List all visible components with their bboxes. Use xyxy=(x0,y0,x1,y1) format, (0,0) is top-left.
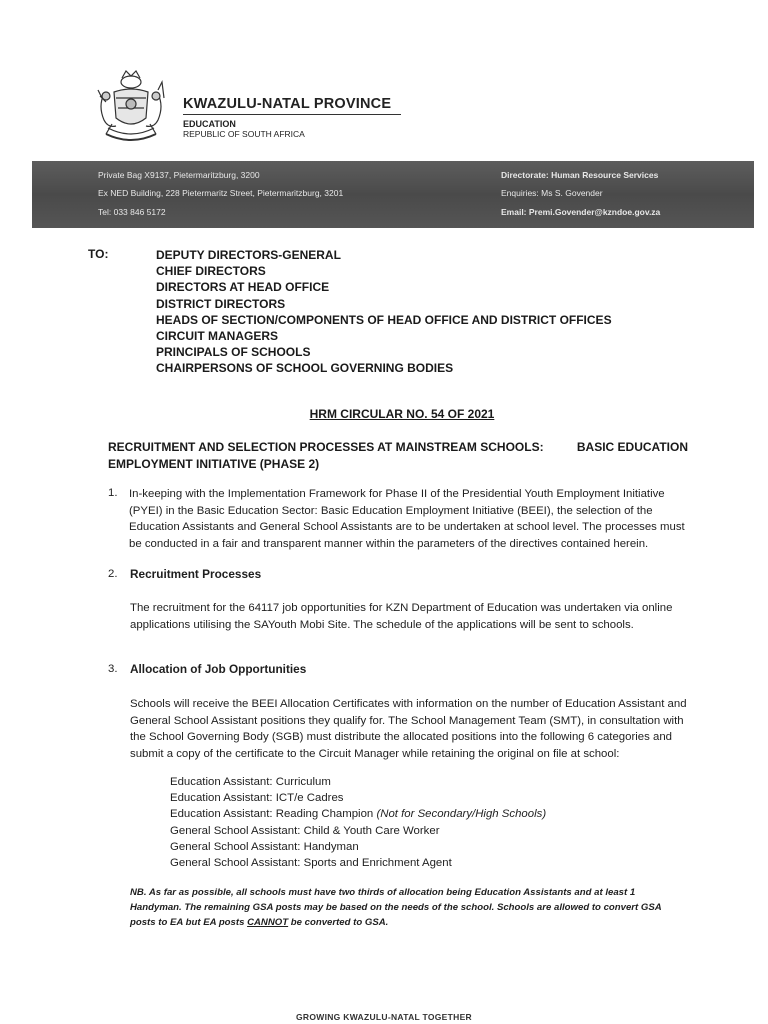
title-underline xyxy=(183,114,401,115)
recipient: CHIEF DIRECTORS xyxy=(156,264,266,279)
body-line: the School Governing Body (SGB) must distribute the allocated positions into the following 6 categories and xyxy=(130,731,672,744)
body-line: be conducted in a fair and transparent manner within the parameters of the directives contained herein. xyxy=(129,537,649,550)
category-note: (Not for Secondary/High Schools) xyxy=(376,808,547,821)
country-name: REPUBLIC OF SOUTH AFRICA xyxy=(183,129,305,139)
street-address: Ex NED Building, 228 Pietermaritz Street, Pietermaritzburg, 3201 xyxy=(98,188,344,198)
recipient: DEPUTY DIRECTORS-GENERAL xyxy=(156,248,341,262)
nb-line: NB. As far as possible, all schools must have two thirds of allocation being Education Assistants and at least 1 xyxy=(130,887,636,898)
subject-line-1: RECRUITMENT AND SELECTION PROCESSES AT MAINSTREAM SCHOOLS: xyxy=(108,440,544,454)
body-line: The recruitment for the 64117 job opportunities for KZN Department of Education was undertaken via online xyxy=(130,602,673,614)
subject-line-2: EMPLOYMENT INITIATIVE (PHASE 2) xyxy=(108,456,320,471)
recipient: CHAIRPERSONS OF SCHOOL GOVERNING BODIES xyxy=(156,361,454,376)
body-line: General School Assistant positions they qualify for. The School Management Team (SMT), in consultation with xyxy=(130,714,684,727)
nb-line: Handyman. The remaining GSA posts may be based on the needs of the school. Schools are allowed to convert GSA xyxy=(130,901,662,913)
contact-banner xyxy=(32,161,754,228)
circular-number: HRM CIRCULAR NO. 54 OF 2021 xyxy=(309,407,495,421)
section-2-title: Recruitment Processes xyxy=(130,567,262,581)
category-list xyxy=(170,774,546,871)
province-title: KWAZULU-NATAL PROVINCE xyxy=(183,96,392,112)
nb-text: posts to EA but EA posts xyxy=(130,916,248,928)
coat-of-arms-icon xyxy=(92,68,170,148)
nb-text: be converted to GSA. xyxy=(288,916,389,928)
section-2-body xyxy=(130,600,690,633)
recipient: DISTRICT DIRECTORS xyxy=(156,296,286,311)
section-1-number: 1. xyxy=(108,487,118,499)
category-item xyxy=(170,806,546,822)
category-label: Education Assistant: Reading Champion xyxy=(170,808,374,821)
body-line: submit a copy of the certificate to the Circuit Manager while retaining the original on file at school: xyxy=(130,747,620,760)
category-item: General School Assistant: Sports and Enrichment Agent xyxy=(170,857,452,870)
section-1-body xyxy=(129,486,689,552)
body-line: Education Assistants and General School Assistants are to be undertaken at school level. The processes must xyxy=(129,521,685,534)
nb-line xyxy=(130,916,692,931)
to-label: TO: xyxy=(88,247,109,261)
circular-heading xyxy=(0,407,768,421)
telephone: Tel: 033 846 5172 xyxy=(98,207,166,217)
subject-line-1-end: BASIC EDUCATION xyxy=(576,440,688,454)
directorate: Directorate: Human Resource Services xyxy=(501,170,659,180)
nb-note xyxy=(130,886,692,930)
section-3-title: Allocation of Job Opportunities xyxy=(130,662,307,676)
category-item: General School Assistant: Child & Youth Care Worker xyxy=(170,824,440,837)
section-2-number: 2. xyxy=(108,568,118,580)
recipient: PRINCIPALS OF SCHOOLS xyxy=(156,345,311,360)
section-3-body xyxy=(130,696,690,762)
category-item: Education Assistant: ICT/e Cadres xyxy=(170,792,344,805)
section-3-number: 3. xyxy=(108,663,118,675)
recipient: DIRECTORS AT HEAD OFFICE xyxy=(156,280,330,295)
enquiries: Enquiries: Ms S. Govender xyxy=(501,188,603,198)
category-item: Education Assistant: Curriculum xyxy=(170,776,331,788)
page-footer: GROWING KWAZULU-NATAL TOGETHER xyxy=(296,1012,472,1022)
body-line: In-keeping with the Implementation Framework for Phase II of the Presidential Youth Employment Initiative xyxy=(129,488,665,500)
recipient: HEADS OF SECTION/COMPONENTS OF HEAD OFFICE AND DISTRICT OFFICES xyxy=(156,312,612,327)
body-line: (PYEI) in the Basic Education Sector: Basic Education Employment Initiative (BEEI), the selection of the xyxy=(129,504,653,517)
email: Email: Premi.Govender@kzndoe.gov.za xyxy=(501,207,661,217)
circular-subject xyxy=(108,439,688,472)
category-item: General School Assistant: Handyman xyxy=(170,840,359,853)
department-name: EDUCATION xyxy=(183,119,236,129)
postal-address: Private Bag X9137, Pietermaritzburg, 3200 xyxy=(98,170,260,180)
nb-emphasis: CANNOT xyxy=(247,916,289,928)
recipient-list xyxy=(156,247,612,377)
recipient: CIRCUIT MANAGERS xyxy=(156,329,278,344)
body-line: Schools will receive the BEEI Allocation Certificates with information on the number of Education Assistant and xyxy=(130,698,687,710)
body-line: applications utilising the SAYouth Mobi Site. The schedule of the applications will be sent to schools. xyxy=(130,618,634,631)
